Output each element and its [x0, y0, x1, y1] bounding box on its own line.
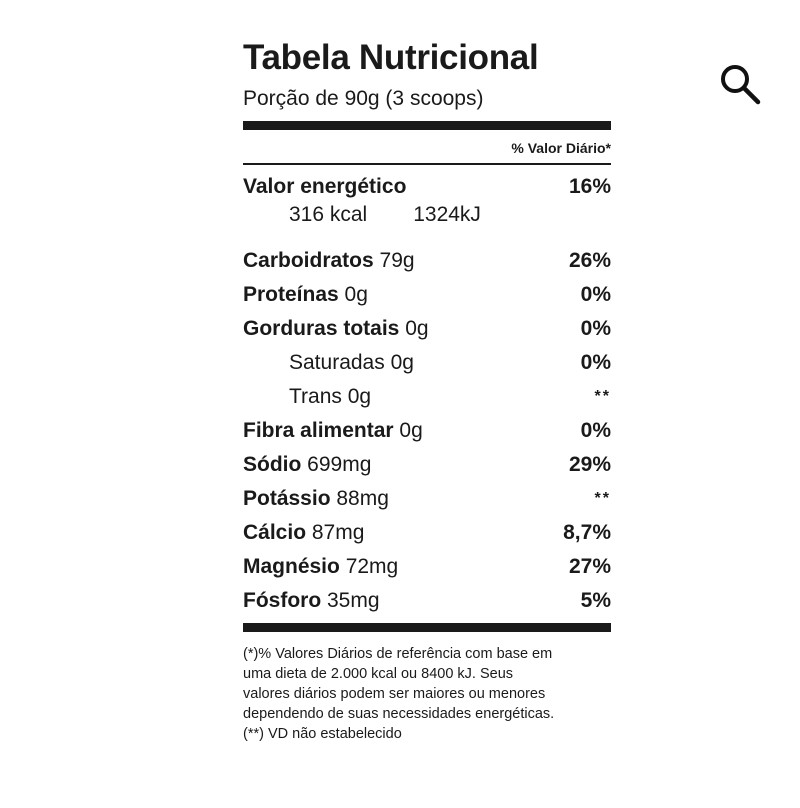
- daily-value-header: % Valor Diário*: [511, 140, 611, 156]
- portion-size: Porção de 90g (3 scoops): [243, 87, 484, 110]
- nutrient-name: Sódio: [243, 453, 302, 476]
- nutrient-row-magnesio: [243, 547, 611, 581]
- nutrient-pct: 5%: [580, 589, 611, 612]
- nutrient-row-calcio: [243, 513, 611, 547]
- energy-values: [243, 201, 611, 241]
- nutrition-facts-panel: [243, 38, 611, 744]
- nutrient-amount: 0g: [399, 419, 423, 442]
- nutrient-row-sodio: [243, 445, 611, 479]
- footnote-line: uma dieta de 2.000 kcal ou 8400 kJ. Seus: [243, 666, 514, 682]
- nutrient-pct: 0%: [580, 419, 611, 442]
- energy-kcal: 316 kcal: [289, 203, 368, 226]
- nutrient-name: Saturadas: [289, 351, 385, 374]
- nutrient-pct: 8,7%: [563, 521, 611, 544]
- nutrient-amount: 0g: [347, 385, 372, 408]
- nutrient-name: Potássio: [243, 487, 331, 510]
- nutrient-name: Fibra alimentar: [243, 419, 394, 442]
- search-icon-graphic: [718, 62, 762, 106]
- nutrient-amount: 0g: [405, 317, 429, 340]
- nutrient-pct: 0%: [580, 283, 611, 306]
- search-icon[interactable]: [718, 62, 762, 106]
- nutrient-amount: 87mg: [311, 521, 365, 544]
- nutrient-amount: 79g: [379, 249, 415, 272]
- nutrient-amount: 0g: [344, 283, 368, 306]
- nutrient-row-potassio: [243, 479, 611, 513]
- nutrient-row-gorduras-totais: [243, 309, 611, 343]
- energy-label: Valor energético: [243, 175, 407, 198]
- nutrient-row-fosforo: [243, 581, 611, 615]
- nutrient-pct: **: [594, 388, 611, 405]
- nutrient-row-proteinas: [243, 275, 611, 309]
- nutrient-row-saturadas: [243, 343, 611, 377]
- nutrient-name: Gorduras totais: [243, 317, 400, 340]
- nutrient-amount: 699mg: [307, 453, 372, 476]
- footnote-line: (**) VD não estabelecido: [243, 726, 402, 742]
- nutrient-row-trans: [243, 377, 611, 411]
- footnote-line: valores diários podem ser maiores ou menores: [243, 686, 546, 702]
- nutrient-row-fibra-alimentar: [243, 411, 611, 445]
- nutrient-amount: 35mg: [327, 589, 380, 612]
- nutrient-pct: 26%: [568, 249, 611, 272]
- energy-row: [243, 165, 611, 201]
- nutrient-amount: 88mg: [336, 487, 389, 510]
- footnote-line: (*)% Valores Diários de referência com base em: [243, 646, 553, 662]
- nutrient-amount: 0g: [390, 351, 414, 374]
- nutrient-name: Proteínas: [243, 283, 339, 306]
- nutrient-pct: 27%: [568, 555, 611, 578]
- nutrient-name: Cálcio: [243, 521, 307, 544]
- nutrient-name: Fósforo: [243, 589, 322, 612]
- top-divider: [243, 121, 611, 130]
- nutrient-pct: 0%: [580, 317, 611, 340]
- nutrient-row-carboidratos: [243, 241, 611, 275]
- bottom-divider: [243, 623, 611, 632]
- nutrient-pct: 0%: [580, 351, 611, 374]
- footnote-line: dependendo de suas necessidades energéticas.: [243, 706, 555, 722]
- nutrient-pct: 29%: [568, 453, 611, 476]
- nutrient-name: Carboidratos: [243, 249, 374, 272]
- footnotes: [243, 644, 611, 744]
- nutrient-name: Magnésio: [243, 555, 340, 578]
- label-title: Tabela Nutricional: [243, 38, 539, 77]
- energy-kj: 1324kJ: [413, 203, 481, 226]
- nutrient-pct: **: [594, 490, 611, 507]
- energy-pct: 16%: [568, 175, 611, 198]
- nutrient-amount: 72mg: [345, 555, 399, 578]
- nutrient-name: Trans: [289, 385, 342, 408]
